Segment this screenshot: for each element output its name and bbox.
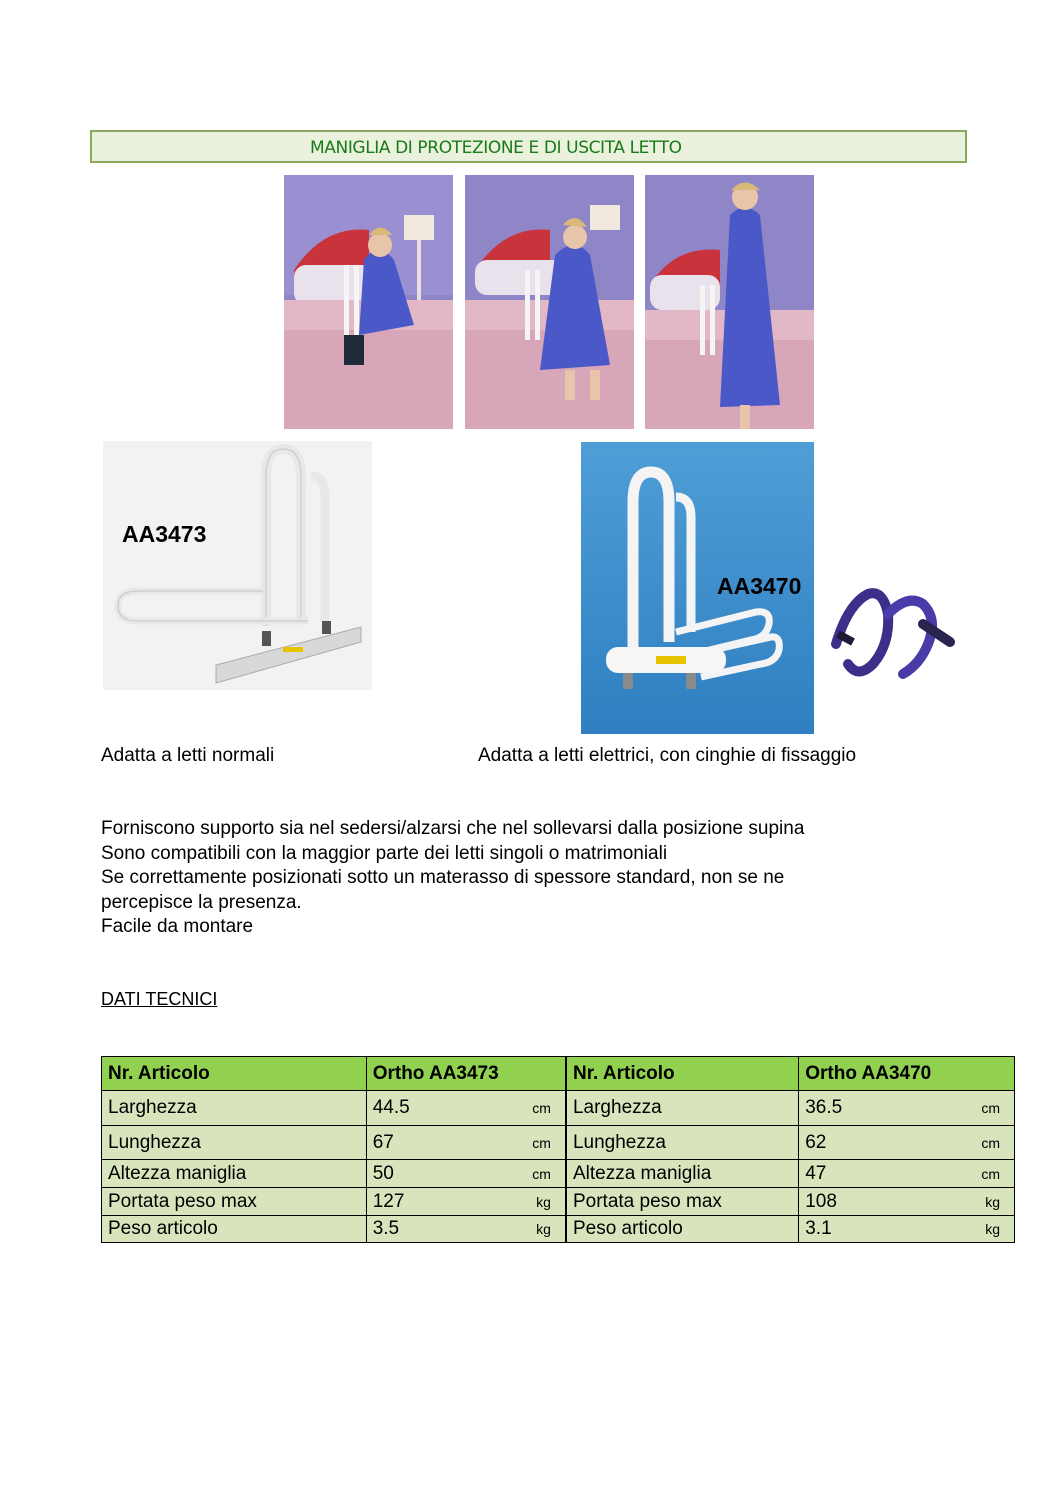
spec-label: Larghezza	[566, 1091, 799, 1126]
table-row	[102, 1216, 1015, 1243]
spec-unit: cm	[532, 1134, 551, 1151]
spec-value: 127	[372, 1190, 405, 1212]
spec-label: Altezza maniglia	[102, 1160, 367, 1188]
table-header-cell: Ortho AA3470	[799, 1057, 1015, 1091]
section-heading-technical-data: DATI TECNICI	[101, 989, 218, 1009]
table-header-cell: Nr. Articolo	[566, 1057, 799, 1091]
spec-value-cell	[366, 1188, 566, 1216]
spec-unit: kg	[536, 1193, 551, 1210]
spec-unit: kg	[536, 1221, 551, 1237]
table-row	[102, 1188, 1015, 1216]
table-header-cell: Nr. Articolo	[102, 1057, 367, 1091]
spec-unit: cm	[981, 1134, 1000, 1151]
spec-value-cell	[799, 1216, 1015, 1243]
page-title: MANIGLIA DI PROTEZIONE E DI USCITA LETTO	[310, 138, 682, 158]
photo-standing-by-bed	[645, 175, 814, 429]
table-row	[102, 1160, 1015, 1188]
spec-value-cell	[366, 1126, 566, 1160]
table-row	[102, 1126, 1015, 1160]
product-code-aa3470: AA3470	[717, 573, 802, 599]
photo-rising-from-bed	[465, 175, 634, 429]
spec-label: Altezza maniglia	[566, 1160, 799, 1188]
description-line: Se correttamente posizionati sotto un materasso di spessore standard, non se ne	[101, 867, 785, 888]
description-line: Forniscono supporto sia nel sedersi/alzarsi che nel sollevarsi dalla posizione supina	[101, 818, 805, 839]
spec-unit: cm	[981, 1100, 1000, 1116]
spec-value: 50	[372, 1162, 394, 1184]
description-line: Sono compatibili con la maggior parte dei letti singoli o matrimoniali	[101, 842, 668, 864]
table-row	[102, 1091, 1015, 1126]
spec-value: 108	[805, 1190, 837, 1212]
spec-label: Peso articolo	[566, 1216, 799, 1243]
spec-value-cell	[799, 1160, 1015, 1188]
description-paragraph	[101, 817, 804, 940]
spec-label: Portata peso max	[566, 1188, 799, 1216]
spec-label: Peso articolo	[102, 1216, 367, 1243]
spec-value-cell	[366, 1091, 566, 1126]
spec-unit: kg	[985, 1221, 1000, 1237]
spec-unit: cm	[981, 1165, 1000, 1182]
table-header-cell: Ortho AA3473	[366, 1057, 566, 1091]
spec-label: Portata peso max	[102, 1188, 367, 1216]
caption-electric-beds: Adatta a letti elettrici, con cinghie di fissaggio	[478, 745, 857, 766]
product-image-aa3473	[103, 441, 372, 690]
spec-unit: kg	[985, 1193, 1000, 1210]
spec-value-cell	[799, 1126, 1015, 1160]
spec-value: 62	[805, 1131, 827, 1153]
photo-sitting-on-bed	[284, 175, 453, 429]
spec-value: 44.5	[372, 1097, 410, 1118]
spec-value: 47	[805, 1162, 827, 1184]
spec-value-cell	[366, 1160, 566, 1188]
product-code-aa3473: AA3473	[122, 521, 207, 547]
spec-value-cell	[366, 1216, 566, 1243]
spec-label: Larghezza	[102, 1091, 367, 1126]
table-header-row	[102, 1057, 1015, 1091]
spec-unit: cm	[532, 1100, 551, 1116]
fastening-straps-image	[828, 584, 956, 686]
spec-value-cell	[799, 1091, 1015, 1126]
spec-value: 3.1	[805, 1218, 832, 1239]
spec-unit: cm	[532, 1165, 551, 1182]
spec-label: Lunghezza	[566, 1126, 799, 1160]
spec-value: 36.5	[805, 1097, 843, 1118]
description-line: Facile da montare	[101, 916, 254, 937]
caption-normal-beds: Adatta a letti normali	[101, 745, 275, 766]
spec-value-cell	[799, 1188, 1015, 1216]
technical-specs-table	[101, 1056, 1015, 1243]
spec-label: Lunghezza	[102, 1126, 367, 1160]
spec-value: 67	[372, 1131, 394, 1153]
page-title-bar	[90, 130, 967, 163]
spec-value: 3.5	[372, 1218, 400, 1239]
description-line: percepisce la presenza.	[101, 891, 302, 913]
